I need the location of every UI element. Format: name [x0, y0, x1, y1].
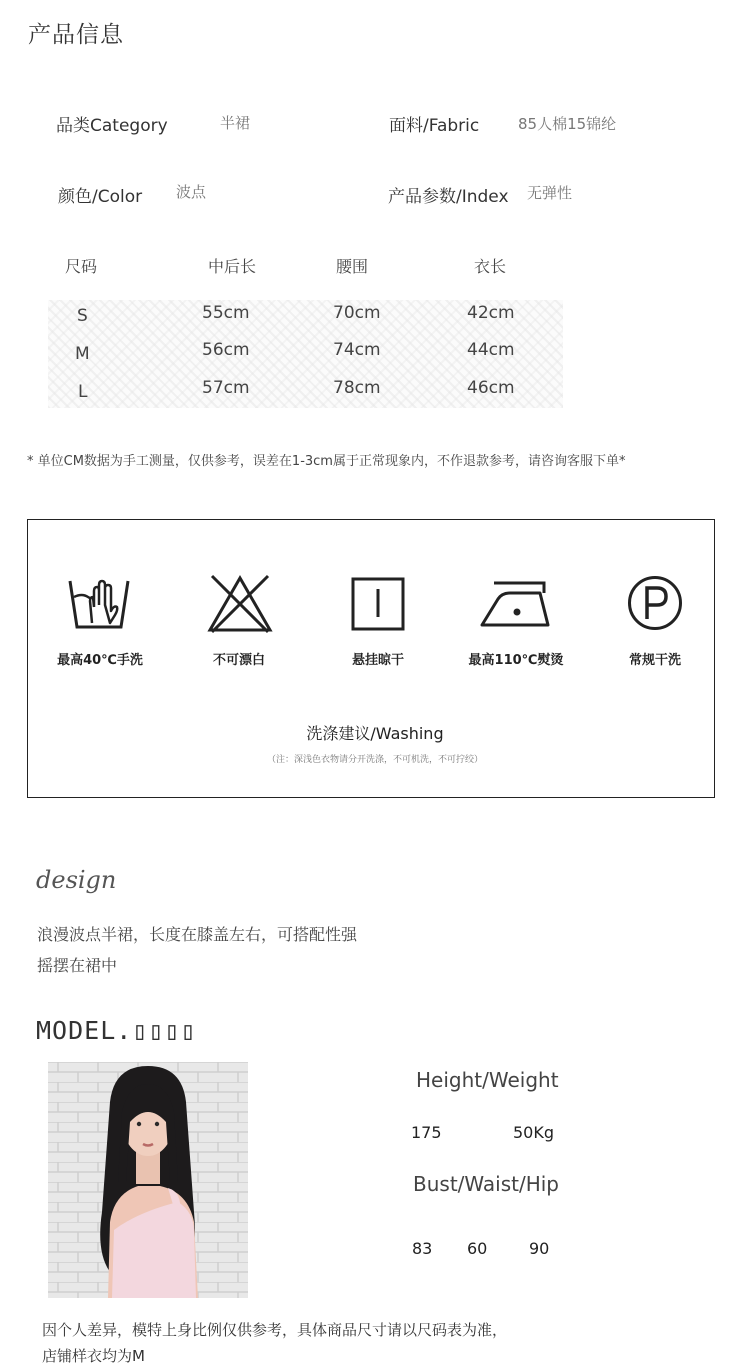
- index-value: 无弹性: [527, 184, 573, 202]
- hang-dry-icon: [351, 577, 405, 635]
- hand-wash-40-icon: [68, 577, 130, 637]
- size-cell: S: [77, 306, 88, 326]
- fit-note-line2: 店铺样衣均为M: [42, 1347, 145, 1365]
- size-cell: L: [78, 382, 88, 402]
- hang-dry-label: 悬挂晾干: [351, 653, 404, 668]
- fabric-label: 面料/Fabric: [389, 116, 480, 136]
- size-cell: 42cm: [467, 303, 515, 323]
- size-cell: 56cm: [202, 340, 250, 360]
- size-header-back-length: 中后长: [208, 257, 257, 276]
- fit-note-line1: 因个人差异，模特上身比例仅供参考，具体商品尺寸请以尺码表为准，: [42, 1321, 508, 1339]
- dry-clean-label: 常规干洗: [628, 653, 681, 668]
- washing-subtitle: （注：深浅色衣物请分开洗涤，不可机洗，不可拧绞）: [266, 755, 483, 765]
- model-heading: MODEL.▯▯▯▯: [36, 1016, 197, 1045]
- color-label: 颜色/Color: [58, 187, 143, 207]
- model-bust: 83: [412, 1239, 433, 1258]
- design-description-line2: 摇摆在裙中: [37, 956, 118, 975]
- page-title: 产品信息: [28, 22, 124, 48]
- size-header-size: 尺码: [65, 257, 98, 276]
- size-cell: 46cm: [467, 378, 515, 398]
- height-weight-label: Height/Weight: [416, 1068, 559, 1092]
- index-label: 产品参数/Index: [388, 187, 509, 207]
- measurement-note: * 单位CM数据为手工测量，仅供参考，误差在1-3cm属于正常现象内，不作退款参考，请咨询客服下单*: [27, 454, 626, 469]
- size-cell: 57cm: [202, 378, 250, 398]
- iron-110-icon: [478, 577, 552, 633]
- size-cell: 70cm: [333, 303, 381, 323]
- model-hip: 90: [529, 1239, 550, 1258]
- size-cell: 44cm: [467, 340, 515, 360]
- washing-title: 洗涤建议/Washing: [306, 724, 444, 743]
- model-photo: [48, 1062, 248, 1298]
- category-label: 品类Category: [56, 116, 168, 136]
- category-value: 半裙: [220, 114, 251, 132]
- color-value: 波点: [176, 183, 207, 201]
- size-cell: 74cm: [333, 340, 381, 360]
- size-header-length: 衣长: [474, 257, 507, 276]
- design-heading: design: [36, 866, 117, 894]
- model-height: 175: [411, 1123, 442, 1142]
- hand-wash-label: 最高40℃手洗: [57, 653, 143, 668]
- model-weight: 50Kg: [513, 1123, 555, 1142]
- dry-clean-p-icon: [627, 575, 683, 635]
- size-cell: 78cm: [333, 378, 381, 398]
- size-header-waist: 腰围: [336, 257, 369, 276]
- design-description-line1: 浪漫波点半裙，长度在膝盖左右，可搭配性强: [37, 925, 358, 944]
- model-waist: 60: [467, 1239, 488, 1258]
- size-cell: 55cm: [202, 303, 250, 323]
- iron-label: 最高110℃熨烫: [468, 653, 564, 668]
- no-bleach-icon: [206, 574, 274, 638]
- size-cell: M: [75, 344, 90, 364]
- fabric-value: 85人棉15锦纶: [518, 115, 617, 133]
- no-bleach-label: 不可漂白: [212, 653, 265, 668]
- bust-waist-hip-label: Bust/Waist/Hip: [413, 1172, 559, 1196]
